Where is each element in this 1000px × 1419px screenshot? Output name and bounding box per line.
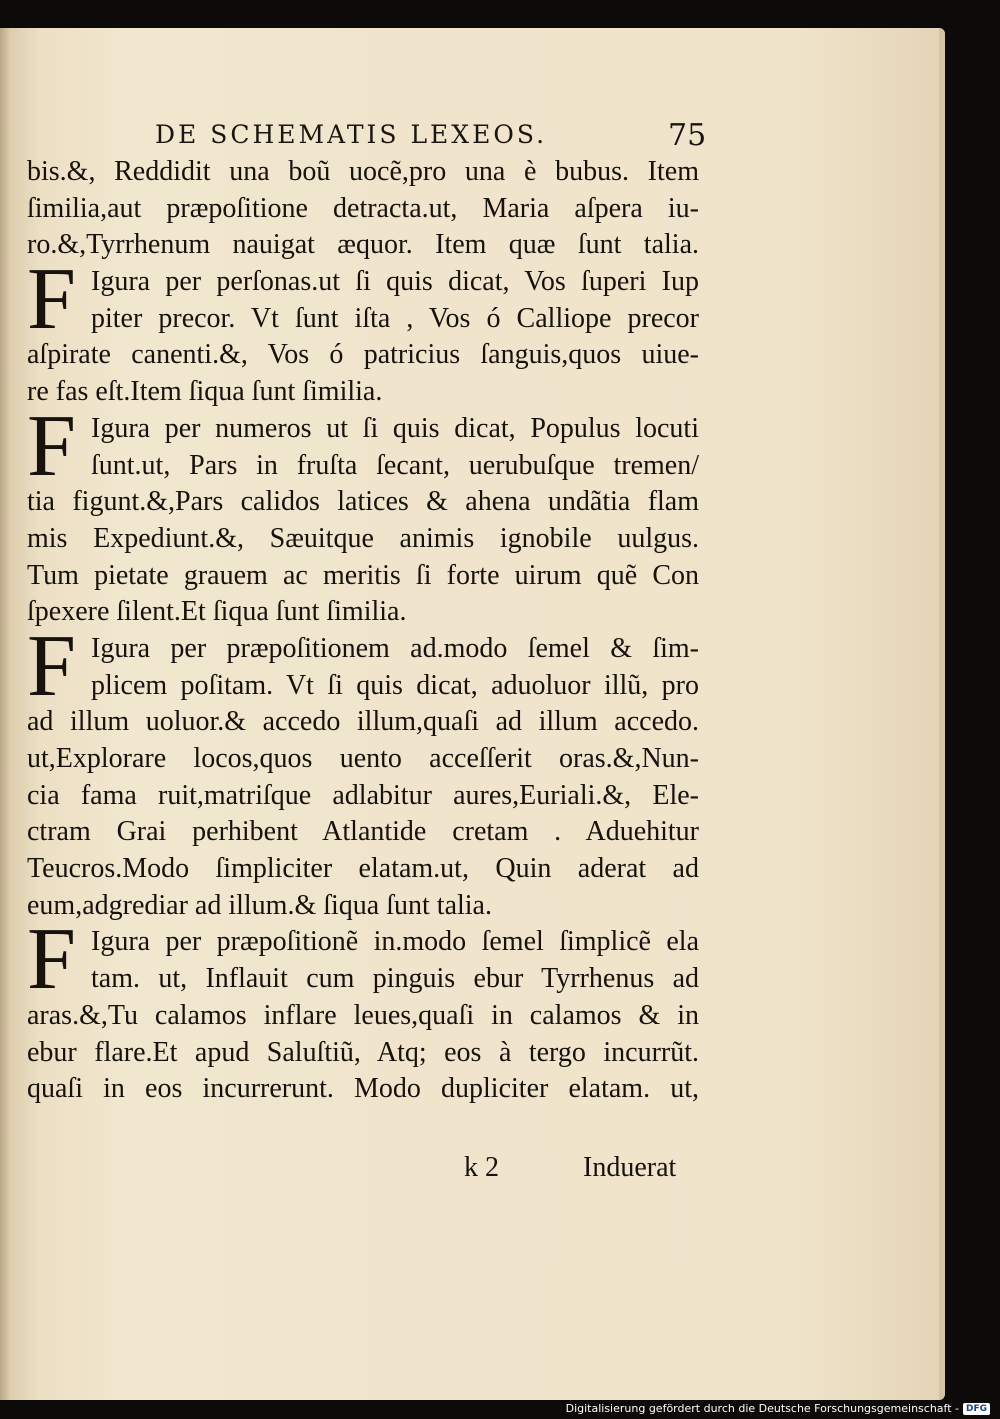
text-line: mis Expediunt.&, Sæuitque animis ignobile uulgus. xyxy=(27,522,699,554)
body-text xyxy=(27,154,699,1108)
text-line: ctram Grai perhibent Atlantide cretam . Aduehitur xyxy=(27,816,699,848)
text-line: Igura per præpoſitionẽ in.modo ſemel ſimplicẽ ela xyxy=(91,926,699,958)
page-binding-shadow xyxy=(0,28,10,1400)
text-line: Igura per perſonas.ut ſi quis dicat, Vos ſuperi Iup xyxy=(91,266,699,298)
text-line: ſunt.ut, Pars in fruſta ſecant, uerubuſque tremen/ xyxy=(91,449,699,481)
text-line: Igura per numeros ut ſi quis dicat, Populus locuti xyxy=(91,412,699,444)
drop-cap-initial: F xyxy=(27,617,76,715)
attribution-text: Digitalisierung gefördert durch die Deutsche Forschungsgemeinschaft - xyxy=(565,1402,959,1415)
text-line: Teucros.Modo ſimpliciter elatam.ut, Quin aderat ad xyxy=(27,853,699,885)
text-line: plicem poſitam. Vt ſi quis dicat, aduoluor illũ, pro xyxy=(91,669,699,701)
text-line: tia figunt.&,Pars calidos latices & ahena undãtia flam xyxy=(27,486,699,518)
book-page xyxy=(0,28,945,1400)
paragraph xyxy=(27,911,699,1107)
text-line: Igura per præpoſitionem ad.modo ſemel & ſim- xyxy=(91,632,699,664)
digitization-attribution xyxy=(566,1402,990,1415)
dfg-logo: DFG xyxy=(963,1403,990,1415)
drop-cap-initial: F xyxy=(27,397,76,495)
text-line: re fas eſt.Item ſiqua ſunt ſimilia. xyxy=(27,376,383,408)
drop-cap-initial: F xyxy=(27,251,76,349)
text-line: piter precor. Vt ſunt iſta , Vos ó Calliope precor xyxy=(91,302,699,334)
text-line: ad illum uoluor.& accedo illum,quaſi ad illum accedo. xyxy=(27,706,699,738)
text-line: ſimilia,aut præpoſitione detracta.ut, Maria aſpera iu- xyxy=(27,192,699,224)
text-line: ut,Explorare locos,quos uento acceſſerit oras.&,Nun- xyxy=(27,743,699,774)
text-line: tam. ut, Inflauit cum pinguis ebur Tyrrhenus ad xyxy=(91,963,699,995)
paragraph xyxy=(27,251,699,411)
text-line: ſpexere ſilent.Et ſiqua ſunt ſimilia. xyxy=(27,596,407,628)
paragraph xyxy=(27,154,699,264)
signature-mark: k 2 xyxy=(464,1152,499,1183)
text-line: Tum pietate grauem ac meritis ſi forte uirum quẽ Con xyxy=(27,559,699,591)
text-line: ebur flare.Et apud Saluſtiũ, Atq; eos à tergo incurrũt. xyxy=(27,1036,699,1068)
catchword: Induerat xyxy=(583,1152,677,1183)
drop-cap-initial: F xyxy=(27,911,76,1009)
text-line: cia fama ruit,matriſque adlabitur aures,Euriali.&, Ele- xyxy=(27,779,699,811)
text-line: bis.&, Reddidit una boũ uocẽ,pro una è bubus. Item xyxy=(27,156,699,187)
text-line: aras.&,Tu calamos inflare leues,quaſi in calamos & in xyxy=(27,999,699,1031)
running-head: DE SCHEMATIS LEXEOS. xyxy=(155,120,548,149)
paragraph xyxy=(27,617,699,925)
text-line: ro.&,Tyrrhenum nauigat æquor. Item quæ ſunt talia. xyxy=(27,229,699,261)
paragraph xyxy=(27,397,699,631)
text-line: aſpirate canenti.&, Vos ó patricius ſanguis,quos uiue- xyxy=(27,339,699,371)
folio-number: 75 xyxy=(668,118,707,153)
page-footer xyxy=(27,1152,699,1192)
text-line: eum,adgrediar ad illum.& ſiqua ſunt talia. xyxy=(27,889,492,921)
text-line: quaſi in eos incurrerunt. Modo dupliciter elatam. ut, xyxy=(27,1073,699,1105)
